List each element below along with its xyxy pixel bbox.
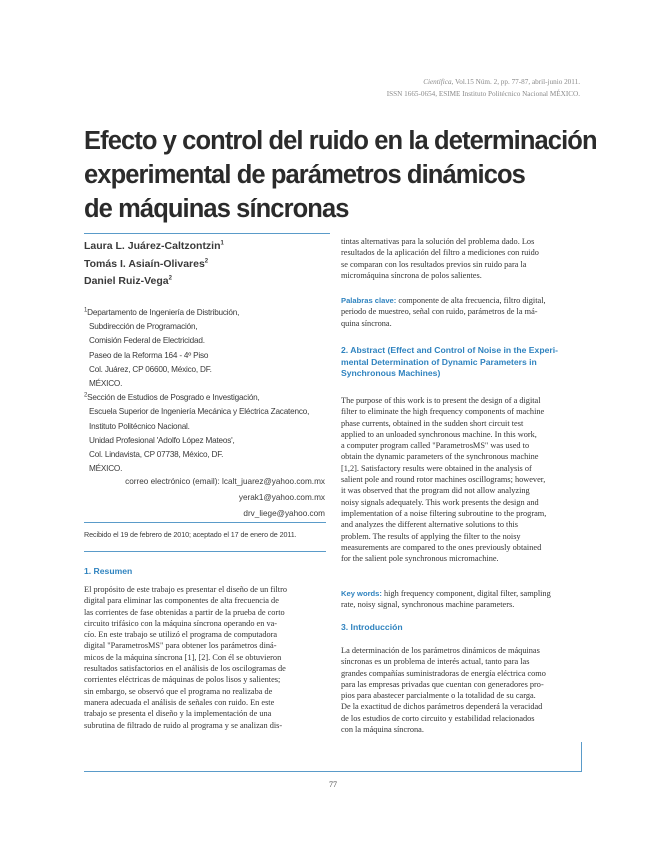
keywords-label: Key words: <box>341 589 382 598</box>
affiliation-line: MÉXICO. <box>89 464 123 474</box>
author: Laura L. Juárez-Caltzontzin$^1$ <box>84 240 224 252</box>
author: Daniel Ruiz-Vega$^2$ <box>84 275 172 287</box>
affiliation-line: Instituto Politécnico Nacional. <box>89 421 190 431</box>
email-link[interactable]: drv_liege@yahoo.com <box>243 509 325 518</box>
footer-corner-rule <box>581 742 582 772</box>
divider <box>84 551 326 552</box>
resumen-continuation: tintas alternativas para la solución del problema dado. Los resultados de la aplicación del filtro a mediciones con ruido se comparan con los resultados previos sin ruido para la micromáquina síncrona de polos salientes. <box>341 237 539 280</box>
title-line: experimental de parámetros dinámicos <box>84 161 525 189</box>
affiliation-line: Comisión Federal de Electricidad. <box>89 336 205 346</box>
affiliation-line: Col. Lindavista, CP 07738, México, DF. <box>89 450 224 460</box>
journal-issn: ISSN 1665-0654, ESIME Instituto Politécnico Nacional MÉXICO. <box>386 90 580 98</box>
abstract-text: The purpose of this work is to present the design of a digital filter to eliminate the high frequency components of machine phase currents, obtained in the sudden short circuit test applied to an unloaded synchronous machine. In this work, a computer program called "ParametrosMS" was used to obtain the dynamic parameters of the synchronous machine [1,2]. Satisfactory results were obtained in the analysis of salient pole and round rotor machines oscillograms; however, it was observed that the program did not allow analyzing noisy signals adequately. This work presents the design and implementation of a noise filtering subroutine to the program, and analyzes the different alternative solutions to this problem. The results of applying the filter to the noisy measurements are compared to the ones previously obtained for the salient pole synchronous micromachine. <box>341 396 547 564</box>
title-divider <box>84 233 330 234</box>
received-date: Recibido el 19 de febrero de 2010; aceptado el 17 de enero de 2011. <box>84 530 297 539</box>
resumen-text: El propósito de este trabajo es presentar el diseño de un filtro digital para eliminar las componentes de alta frecuencia de las corrientes de fase obtenidas a partir de la prueba de corto circuito trifásico con la máquina síncrona operando en va- cío. En este trabajo se utilizó el programa de computadora digital "ParametrosMS" para obtener los parámetros diná- micos de la máquina síncrona [1], [2]. Con él se obtuvieron resultados satisfactorios en el análisis de los oscilogramas de corrientes eléctricas de máquinas de polos lisos y salientes; sin embargo, se observó que el programa no realizaba de manera adecuada el análisis de señales con ruido. En este trabajo se presenta el diseño y la implementación de una subrutina de filtrado de ruido al programa y se analizan dis- <box>84 585 287 730</box>
journal-volume: , Vol.15 Núm. 2, pp. 77-87, abril-junio 2011. <box>451 78 580 86</box>
paper-title <box>84 124 604 226</box>
section-heading-introduccion: 3. Introducción <box>341 622 403 632</box>
affiliation-line: Col. Juárez, CP 06600, México, DF. <box>89 364 212 374</box>
affiliation-line: MÉXICO. <box>89 379 123 389</box>
contact-emails <box>125 474 325 522</box>
affiliation-line: Subdirección de Programación, <box>89 322 198 332</box>
introduccion-text: La determinación de los parámetros dinámicos de máquinas síncronas es un problema de interés actual, tanto para las grandes compañías suministradoras de energía eléctrica como para las empresas privadas que cuentan con generadores pro- pios para abastecer parcialmente o la totalidad de su carga. De la exactitud de dichos parámetros dependerá la veracidad de los estudios de corto circuito y estabilidad relacionados con la máquina síncrona. <box>341 646 546 735</box>
affiliation-line: $^2$Sección de Estudios de Posgrado e Investigación, <box>84 392 260 403</box>
title-line: de máquinas síncronas <box>84 195 349 223</box>
title-line: Efecto y control del ruido en la determinación <box>84 127 597 155</box>
section-heading-abstract: 2. Abstract (Effect and Control of Noise in the Experi- mental Determination of Dynamic Parameters in Synchronous Machines) <box>341 345 558 378</box>
author: Tomás I. Asiaín-Olivares$^2$ <box>84 257 209 270</box>
keywords-label: Palabras clave: <box>341 296 397 305</box>
email-link[interactable]: yerak1@yahoo.com.mx <box>238 493 325 502</box>
divider <box>84 522 326 523</box>
email-label: correo electrónico (email): <box>125 477 220 486</box>
affiliation-line: Paseo de la Reforma 164 - 4º Piso <box>89 350 209 360</box>
journal-citation <box>387 76 580 100</box>
footer-divider <box>84 771 581 772</box>
email-link[interactable]: lcalt_juarez@yahoo.com.mx <box>222 477 325 486</box>
affiliations <box>84 306 309 476</box>
page-number: 77 <box>329 780 337 789</box>
section-heading-resumen: 1. Resumen <box>84 566 133 576</box>
keywords-en: Key words: high frequency component, digital filter, sampling rate, noisy signal, synchronous machine parameters. <box>341 589 551 610</box>
keywords-es: Palabras clave: componente de alta frecuencia, filtro digital, periodo de muestreo, señal con ruido, parámetros de la má- quina síncrona. <box>341 296 546 328</box>
affiliation-line: Escuela Superior de Ingeniería Mecánica y Eléctrica Zacatenco, <box>89 407 310 417</box>
journal-name: Científica <box>423 78 452 86</box>
affiliation-line: Unidad Profesional 'Adolfo López Mateos', <box>89 435 235 445</box>
author-list <box>84 238 224 291</box>
affiliation-line: $^1$Departamento de Ingeniería de Distribución, <box>84 307 240 317</box>
